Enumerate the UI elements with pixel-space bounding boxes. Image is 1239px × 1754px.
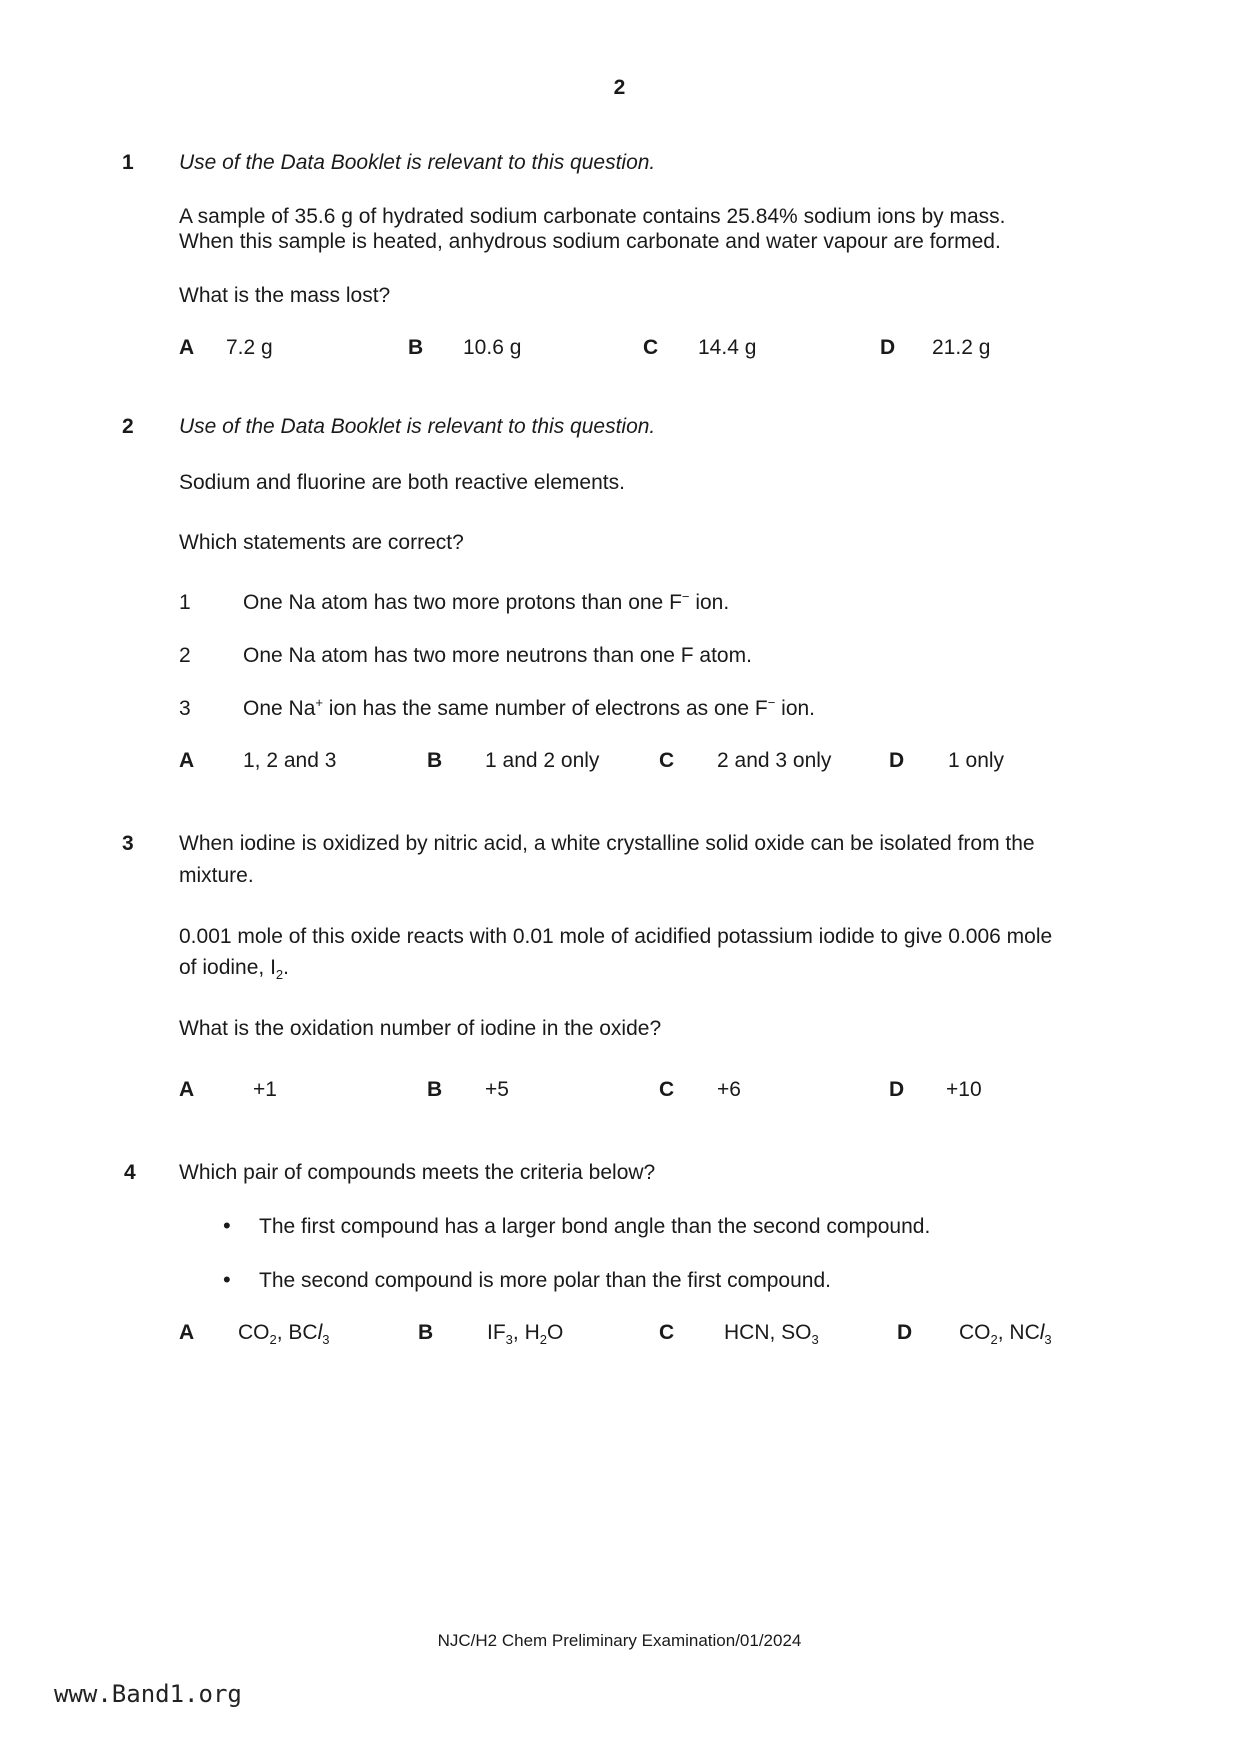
statement-2-number: 2 (179, 644, 191, 667)
q4-option-b-value: $IF_3$, $H_2O$ (487, 1321, 564, 1348)
q3-option-b-value: +5 (485, 1078, 509, 1101)
question-3-number: 3 (122, 832, 134, 855)
q1-option-d-letter: D (880, 336, 896, 359)
q2-option-a-value: 1, 2 and 3 (243, 749, 337, 772)
question-3-text2-line1: 0.001 mole of this oxide reacts with 0.01 mole of acidified potassium iodide to give 0.006 mole (179, 925, 1053, 948)
q3-option-c-value: +6 (717, 1078, 741, 1101)
page-number: 2 (613, 76, 626, 99)
q1-option-a-letter: A (179, 336, 195, 359)
question-3-text-line2: mixture. (179, 864, 254, 887)
q3-option-a-value: +1 (253, 1078, 277, 1101)
question-2-text: Sodium and fluorine are both reactive elements. (179, 471, 625, 494)
q3-option-d-letter: D (889, 1078, 905, 1101)
question-2-prompt: Which statements are correct? (179, 531, 464, 554)
q3-option-d-value: +10 (946, 1078, 982, 1101)
bullet-2-icon: • (223, 1267, 231, 1292)
q4-option-a-letter: A (179, 1321, 195, 1344)
q3-option-c-letter: C (659, 1078, 675, 1101)
q1-option-b-value: 10.6 g (463, 336, 522, 359)
q2-option-a-letter: A (179, 749, 195, 772)
page-footer: NJC/H2 Chem Preliminary Examination/01/2024 (437, 1631, 802, 1650)
question-3-text-line1: When iodine is oxidized by nitric acid, a white crystalline solid oxide can be isolated from the (179, 832, 1035, 855)
question-4-number: 4 (124, 1161, 136, 1184)
q1-option-d-value: 21.2 g (932, 336, 991, 359)
q4-option-d-letter: D (897, 1321, 913, 1344)
watermark-text: www.Band1.org (54, 1680, 242, 1708)
q3-option-b-letter: B (427, 1078, 443, 1101)
statement-3-text: One Na+ ion has the same number of electrons as one F− ion. (243, 695, 816, 720)
q1-option-c-letter: C (643, 336, 659, 359)
question-3-text2-line2: of iodine, $I_2$. (179, 956, 289, 983)
criteria-2-text: The second compound is more polar than the first compound. (259, 1269, 831, 1292)
q1-option-a-value: 7.2 g (226, 336, 273, 359)
q4-option-d-value: $CO_2$, NCl$_3$ (959, 1321, 1052, 1348)
statement-1-text: One Na atom has two more protons than one F− ion. (243, 589, 730, 614)
q4-option-b-letter: B (418, 1321, 434, 1344)
q1-option-c-value: 14.4 g (698, 336, 757, 359)
question-2-note: Use of the Data Booklet is relevant to this question. (179, 415, 656, 438)
question-4-prompt: Which pair of compounds meets the criteria below? (179, 1161, 656, 1184)
q4-option-c-letter: C (659, 1321, 675, 1344)
question-1-prompt: What is the mass lost? (179, 284, 391, 307)
q3-option-a-letter: A (179, 1078, 195, 1101)
question-2-number: 2 (122, 415, 134, 438)
statement-2-text: One Na atom has two more neutrons than one F atom. (243, 644, 752, 667)
question-1-note: Use of the Data Booklet is relevant to this question. (179, 151, 656, 174)
statement-3-number: 3 (179, 697, 191, 720)
statement-1-number: 1 (179, 591, 191, 614)
question-1-number: 1 (122, 151, 134, 174)
question-3-prompt: What is the oxidation number of iodine in the oxide? (179, 1017, 662, 1040)
q2-option-b-value: 1 and 2 only (485, 749, 600, 772)
criteria-1-text: The first compound has a larger bond angle than the second compound. (259, 1215, 931, 1238)
bullet-1-icon: • (223, 1213, 231, 1238)
q2-option-d-letter: D (889, 749, 905, 772)
q2-option-c-letter: C (659, 749, 675, 772)
question-1-text-line2: When this sample is heated, anhydrous sodium carbonate and water vapour are formed. (179, 230, 1001, 253)
q2-option-d-value: 1 only (948, 749, 1005, 772)
q1-option-b-letter: B (408, 336, 424, 359)
q4-option-c-value: HCN, $SO_3$ (724, 1321, 819, 1348)
q4-option-a-value: $CO_2$, BCl$_3$ (238, 1321, 330, 1348)
question-1-text-line1: A sample of 35.6 g of hydrated sodium carbonate contains 25.84% sodium ions by mass. (179, 205, 1006, 228)
q2-option-b-letter: B (427, 749, 443, 772)
q2-option-c-value: 2 and 3 only (717, 749, 832, 772)
